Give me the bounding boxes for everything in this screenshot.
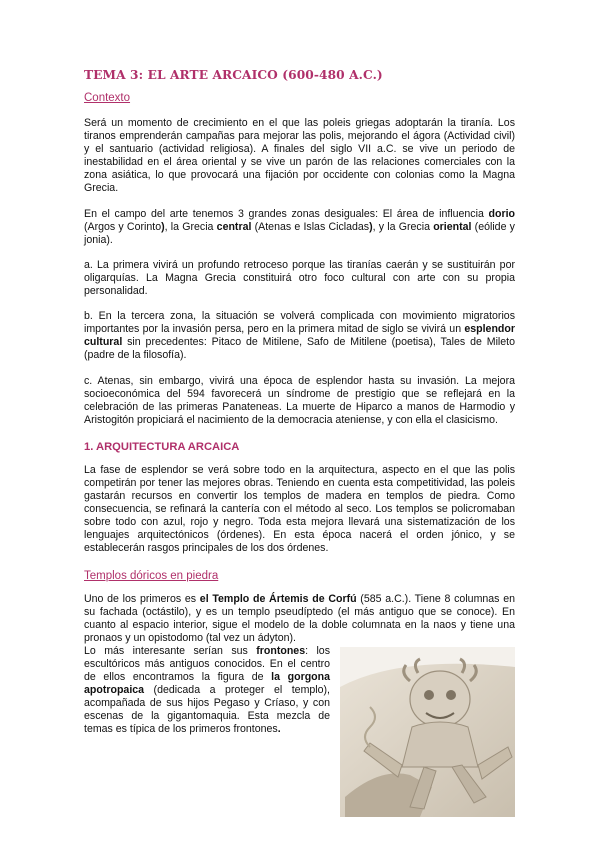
bold-dorio: dorio [488, 207, 515, 220]
gorgon-pediment-image [340, 647, 515, 817]
contexto-heading: Contexto [84, 92, 131, 104]
bold-paren: ) [161, 220, 165, 233]
gorgon-relief-illustration [340, 647, 515, 817]
templos-heading: Templos dóricos en piedra [84, 569, 219, 582]
templos-paragraph-1 [84, 593, 515, 645]
text-run: (eólide y jonia). [84, 220, 515, 246]
section-heading-arquitectura: 1. ARQUITECTURA ARCAICA [84, 440, 240, 453]
bold-central: central [216, 220, 252, 233]
text-run: sin precedentes: Pitaco de Mitilene, Safo de Mitilene (poetisa), Tales de Mileto (padre de la filosofía). [84, 336, 515, 362]
text-run: Lo más interesante serían sus [84, 644, 257, 657]
text-run: , la Grecia [164, 220, 217, 233]
bold-templo-artemis: el Templo de Ártemis de Corfú [199, 592, 357, 605]
contexto-paragraph-2 [84, 208, 515, 247]
bold-frontones: frontones [256, 644, 306, 657]
contexto-paragraph-5: c. Atenas, sin embargo, vivirá una época de esplendor hasta su invasión. La mejora socioeconómica del 594 favorecerá un síndrome de prestigio que se reflejará en la celebración de las primeras Panateneas. La muerte de Hiparco a manos de Harmodio y Aristogitón propiciará el nacimiento de la democracia ateniense, y con ella el clasicismo. [84, 374, 515, 426]
bold-esplendor-cultural: esplendor cultural [84, 323, 515, 349]
bold-oriental: oriental [433, 220, 472, 233]
text-run: (Argos y Corinto [84, 220, 162, 233]
bold-gorgona: la gorgona apotropaica [84, 671, 330, 697]
text-run: b. En la tercera zona, la situación se volverá complicada con movimiento migratorios importantes por la invasión persa, pero en la primera mitad de siglo se vivirá un [84, 310, 515, 336]
text-run: (585 a.C.). Tiene 8 columnas en su fachada (octástilo), y es un templo pseudíptedo (el más antiguo que se conoce). En cuanto al espacio interior, sigue el modelo de la doble columnata en la naos y tiene una pronaos y un opistodomo (tal vez un ádyton). [84, 592, 515, 644]
arquitectura-paragraph-1: La fase de esplendor se verá sobre todo en la arquitectura, aspecto en el que las polis competirán por tener las mejores obras. Teniendo en cuenta esta competitividad, las poleis gastarán recursos en convertir los templos de madera en templos de piedra. Como consecuencia, se refinará la cantería con el método al seco. Los templos se policromaban sobre todo con azul, rojo y negro. Toda esta mejora llevará una sistematización de los lenguajes arquitectónicos (órdenes). En esta época nacerá el orden jónico, y se establecerán rasgos principales de los dos órdenes. [84, 463, 515, 555]
text-run: : los escultóricos más antiguos conocidos. En el centro de ellos encontramos la figura de [84, 644, 330, 684]
contexto-paragraph-3: a. La primera vivirá un profundo retroceso porque las tiranías caerán y se sustituirán por oligarquías. La Magna Grecia constituirá otro foco cultural con arte con su propia personalidad. [84, 258, 515, 298]
text-run: (dedicada a proteger el templo), acompañada de sus hijos Pegaso y Críaso, y con escenas de la gigantomaquia. Esta mezcla de temas es típica de los primeros frontones [84, 684, 330, 736]
document-title: TEMA 3: EL ARTE ARCAICO (600-480 A.C.) [84, 68, 383, 82]
text-run: , y la Grecia [372, 220, 434, 233]
text-run: Uno de los primeros es [84, 592, 200, 605]
bold-paren: ) [369, 220, 373, 233]
text-run: En el campo del arte tenemos 3 grandes zonas desiguales: El área de influencia [84, 207, 489, 220]
contexto-paragraph-1: Será un momento de crecimiento en el que las poleis griegas adoptarán la tiranía. Los tiranos emprenderán campañas para mejorar las polis, mejorando el ágora (Actividad civil) y el santuario (actividad religiosa). A finales del siglo VII a.C. se vive un periodo de inestabilidad en el área oriental y se vive un parón de las relaciones comerciales con la zona asiática, lo que provocará una fijación por occidente con colonias como la Magna Grecia. [84, 117, 515, 195]
text-run: (Atenas e Islas Cicladas [251, 220, 370, 233]
bold-period: . [277, 723, 281, 736]
contexto-paragraph-4 [84, 310, 515, 362]
